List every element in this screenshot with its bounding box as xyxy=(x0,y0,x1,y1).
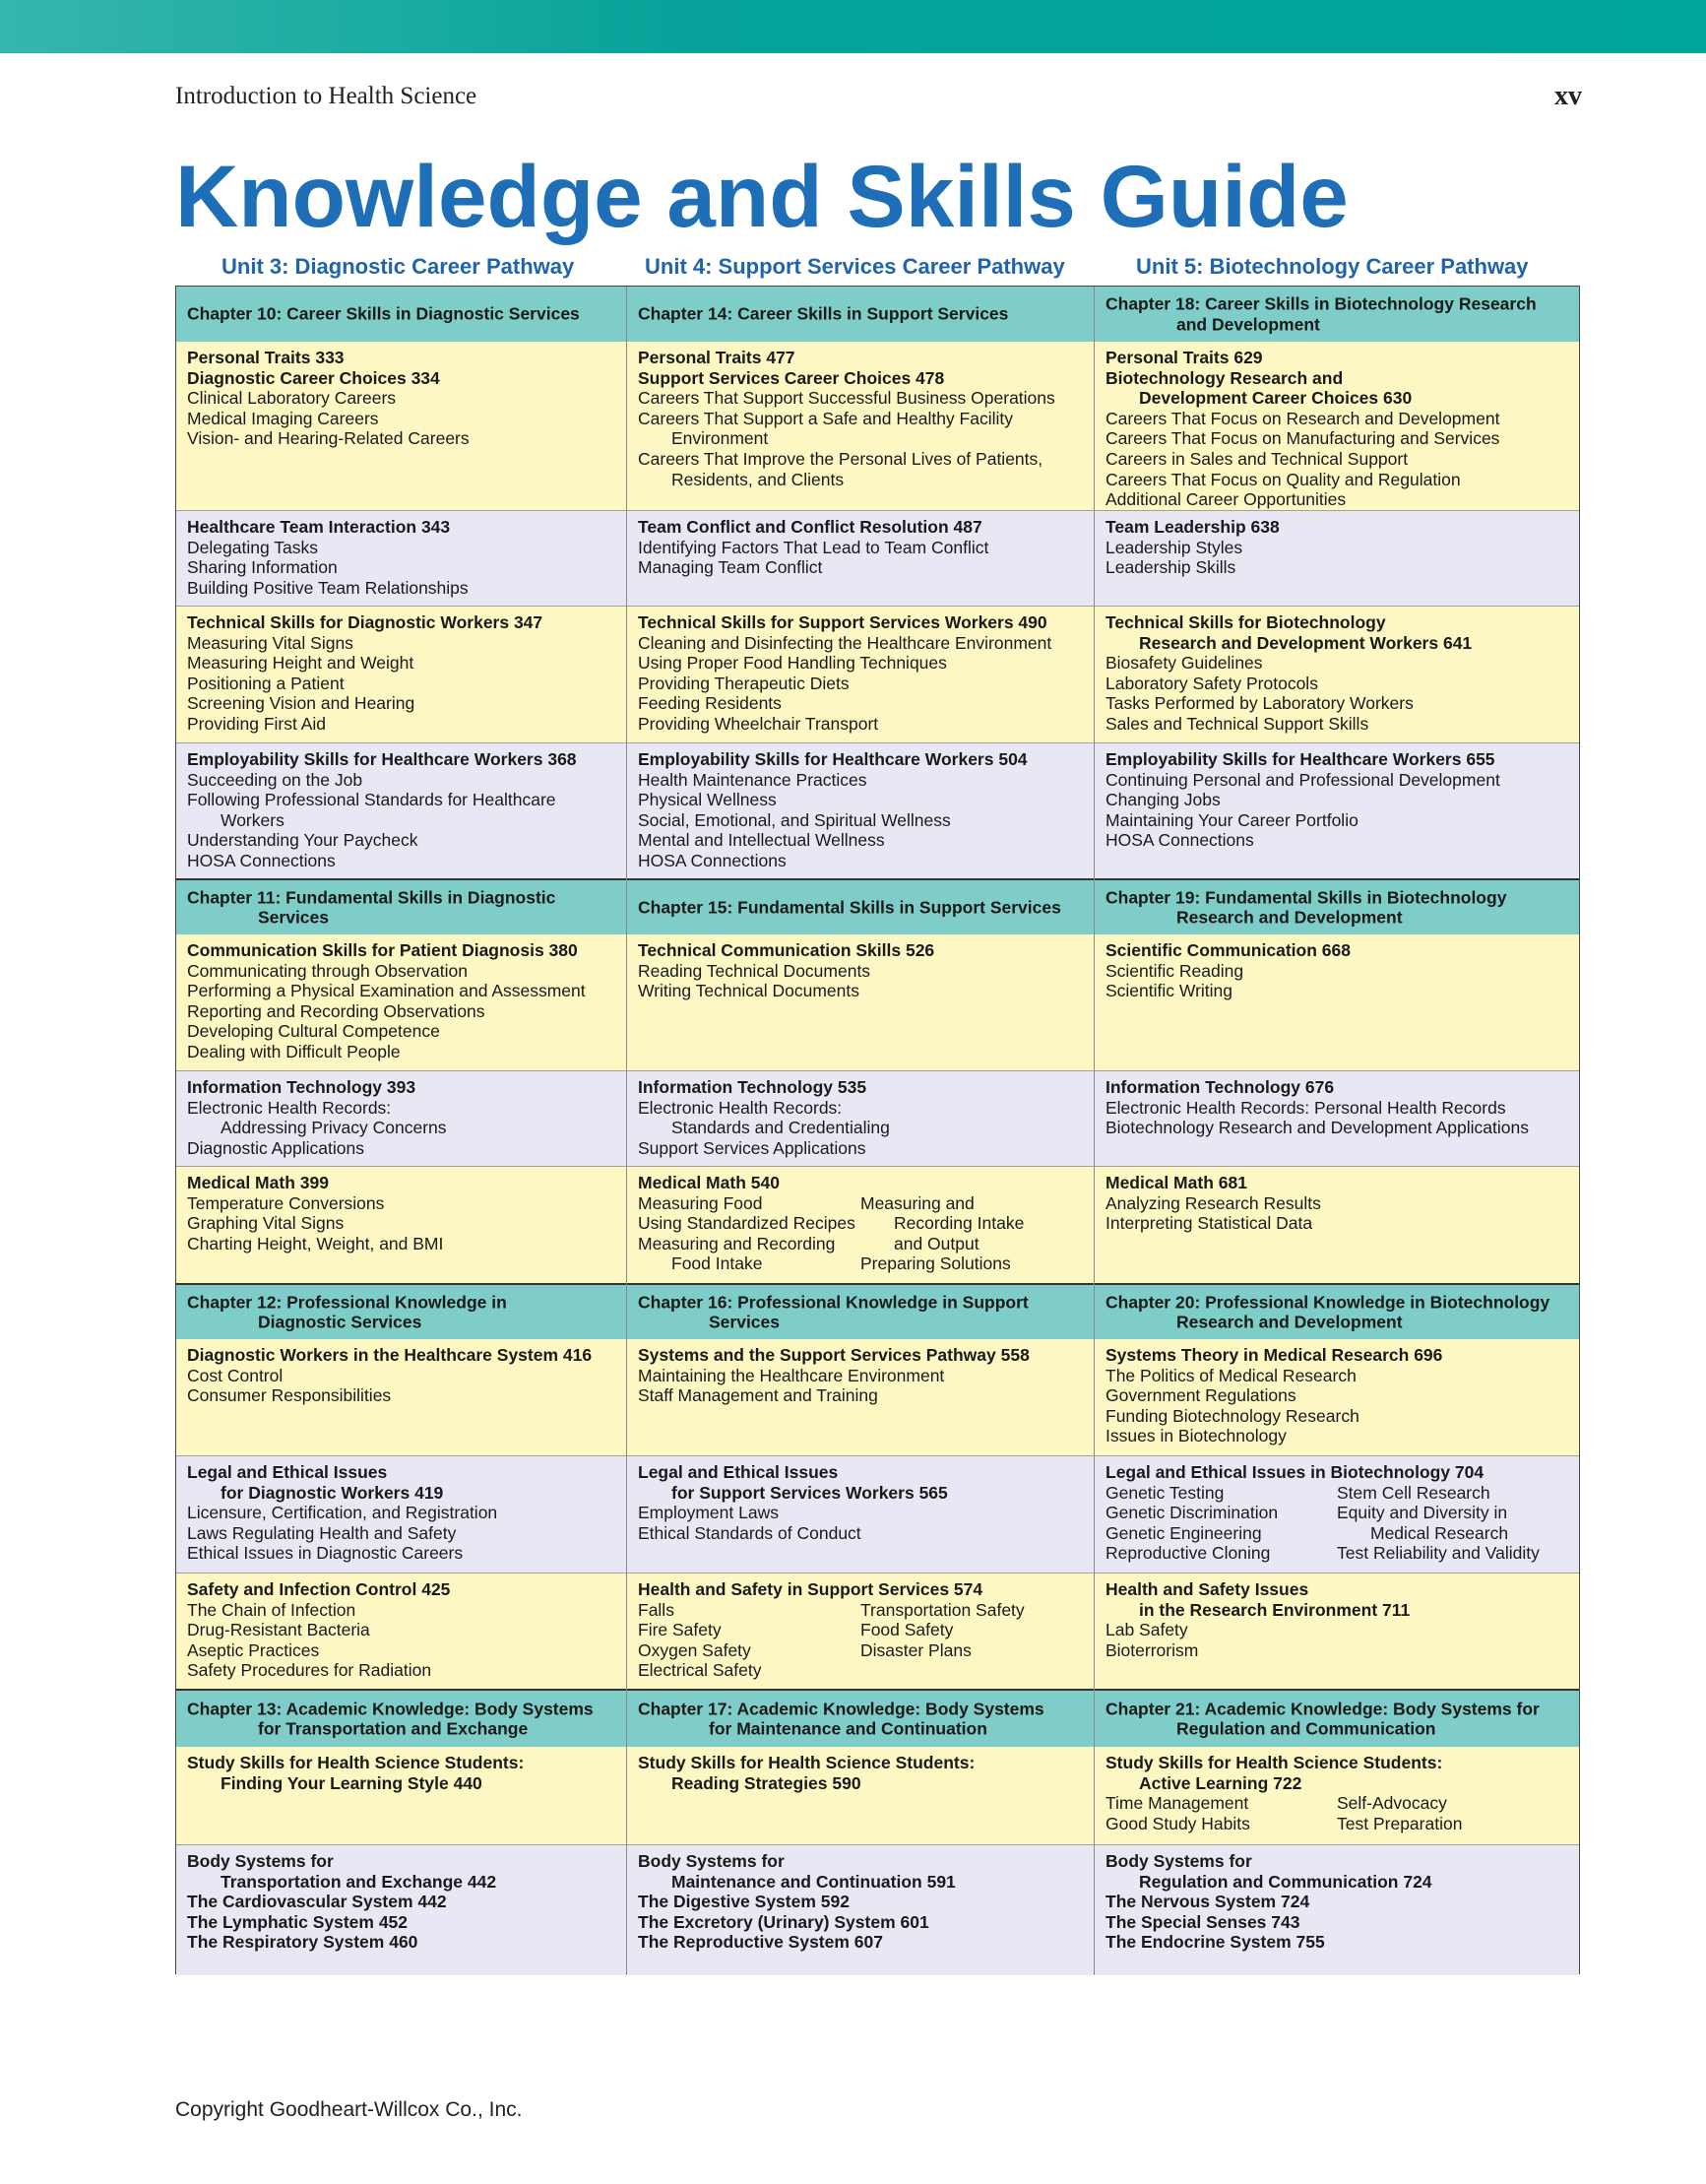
topic-item: Laboratory Safety Protocols xyxy=(1106,673,1318,693)
topic-heading: Information Technology 535 xyxy=(638,1077,867,1097)
topic-heading: Employability Skills for Healthcare Workers 655 xyxy=(1106,749,1495,769)
chapter-header xyxy=(1095,1283,1579,1339)
topic-item: Food Safety xyxy=(860,1620,954,1640)
chapter-title-cont: and Development xyxy=(1176,314,1320,334)
topic-item: Reading Technical Documents xyxy=(638,960,871,981)
topic-item: Leadership Skills xyxy=(1106,557,1236,578)
topic-item: Diagnostic Applications xyxy=(187,1137,364,1158)
topic-heading: Personal Traits 477 xyxy=(638,348,795,367)
topic-item: Genetic Testing xyxy=(1106,1482,1225,1503)
topic-heading: for Diagnostic Workers 419 xyxy=(221,1482,444,1503)
topic-item: Using Standardized Recipes xyxy=(638,1213,855,1234)
chapter-header xyxy=(627,1283,1094,1339)
topic-item: HOSA Connections xyxy=(1106,830,1254,851)
topic-item: Reporting and Recording Observations xyxy=(187,1000,485,1021)
topic-item: Clinical Laboratory Careers xyxy=(187,388,397,409)
topic-cell xyxy=(1095,1070,1579,1166)
topic-cell xyxy=(627,1166,1094,1283)
topic-heading: Development Career Choices 630 xyxy=(1139,388,1413,409)
topic-item: Writing Technical Documents xyxy=(638,981,860,1001)
topic-heading: The Reproductive System 607 xyxy=(638,1932,883,1953)
topic-heading: Personal Traits 629 xyxy=(1106,348,1263,367)
topic-heading: Technical Skills for Diagnostic Workers 347 xyxy=(187,612,543,632)
topic-item: Careers That Focus on Research and Development xyxy=(1106,408,1500,428)
topic-item: Identifying Factors That Lead to Team Conflict xyxy=(638,537,989,557)
topic-item: Mental and Intellectual Wellness xyxy=(638,830,885,851)
topic-heading: The Lymphatic System 452 xyxy=(187,1911,409,1932)
topic-heading: The Cardiovascular System 442 xyxy=(187,1892,447,1912)
topic-item: Test Reliability and Validity xyxy=(1337,1543,1540,1564)
topic-heading: Body Systems for xyxy=(638,1851,785,1871)
unit-3-heading: Unit 3: Diagnostic Career Pathway xyxy=(221,254,575,279)
chapter-title: Chapter 11: Fundamental Skills in Diagnostic xyxy=(187,886,556,907)
topic-item: Genetic Engineering xyxy=(1106,1522,1262,1543)
topic-item: Recording Intake xyxy=(894,1213,1025,1234)
topic-item: Careers That Support a Safe and Healthy Facility xyxy=(638,408,1013,428)
topic-cell xyxy=(1095,1747,1579,1844)
topic-cell xyxy=(627,510,1094,606)
topic-heading: Health and Safety in Support Services 574 xyxy=(638,1579,983,1599)
topic-heading: The Endocrine System 755 xyxy=(1106,1932,1325,1953)
topic-cell xyxy=(1095,1166,1579,1283)
topic-item: Environment xyxy=(671,428,769,449)
topic-heading: The Excretory (Urinary) System 601 xyxy=(638,1911,929,1932)
topic-item: Charting Height, Weight, and BMI xyxy=(187,1233,444,1253)
chapter-title: Chapter 18: Career Skills in Biotechnology Research xyxy=(1106,293,1537,314)
topic-item: Interpreting Statistical Data xyxy=(1106,1213,1313,1234)
topic-item: Providing Wheelchair Transport xyxy=(638,713,879,734)
topic-heading: for Support Services Workers 565 xyxy=(671,1482,948,1503)
chapter-title: Chapter 20: Professional Knowledge in Biotechnology xyxy=(1106,1291,1550,1312)
topic-cell xyxy=(1095,1455,1579,1573)
topic-item: Cleaning and Disinfecting the Healthcare Environment xyxy=(638,632,1052,653)
topic-item: Careers That Improve the Personal Lives of Patients, xyxy=(638,448,1043,469)
topic-item: Employment Laws xyxy=(638,1503,779,1523)
topic-heading: Technical Skills for Biotechnology xyxy=(1106,612,1386,632)
chapter-title-cont: Regulation and Communication xyxy=(1176,1718,1436,1739)
chapter-title-cont: Diagnostic Services xyxy=(258,1312,422,1332)
topic-item: Delegating Tasks xyxy=(187,537,318,557)
topic-heading: Information Technology 393 xyxy=(187,1077,416,1097)
chapter-title-cont: Services xyxy=(709,1312,781,1332)
topic-item: Staff Management and Training xyxy=(638,1385,878,1406)
running-head: Introduction to Health Science xyxy=(175,83,477,109)
topic-cell xyxy=(627,934,1094,1070)
topic-item: Aseptic Practices xyxy=(187,1639,320,1660)
topic-item: Preparing Solutions xyxy=(860,1253,1011,1274)
topic-item: Providing Therapeutic Diets xyxy=(638,673,850,693)
topic-item: HOSA Connections xyxy=(638,850,787,870)
topic-item: Building Positive Team Relationships xyxy=(187,577,469,598)
topic-item: Fire Safety xyxy=(638,1620,722,1640)
topic-heading: Biotechnology Research and xyxy=(1106,367,1344,388)
topic-item: Oxygen Safety xyxy=(638,1639,751,1660)
topic-cell xyxy=(176,1166,626,1283)
topic-item: Sales and Technical Support Skills xyxy=(1106,713,1369,734)
topic-item: Safety Procedures for Radiation xyxy=(187,1660,432,1681)
topic-heading: Health and Safety Issues xyxy=(1106,1579,1309,1599)
topic-item: Issues in Biotechnology xyxy=(1106,1426,1287,1446)
topic-cell xyxy=(627,1455,1094,1573)
topic-item: Ethical Issues in Diagnostic Careers xyxy=(187,1543,464,1564)
topic-item: Tasks Performed by Laboratory Workers xyxy=(1106,693,1414,714)
topic-item: Equity and Diversity in xyxy=(1337,1503,1508,1523)
topic-item: Succeeding on the Job xyxy=(187,769,363,790)
topic-item: Ethical Standards of Conduct xyxy=(638,1522,861,1543)
chapter-title: Chapter 12: Professional Knowledge in xyxy=(187,1291,507,1312)
chapter-title-cont: Research and Development xyxy=(1176,1312,1403,1332)
chapter-header xyxy=(1095,878,1579,934)
topic-heading: Legal and Ethical Issues in Biotechnology 704 xyxy=(1106,1462,1485,1482)
topic-item: Lab Safety xyxy=(1106,1620,1188,1640)
topic-item: Communicating through Observation xyxy=(187,960,469,981)
topic-item: Electronic Health Records: xyxy=(638,1097,843,1118)
topic-heading: Communication Skills for Patient Diagnosis 380 xyxy=(187,940,578,960)
topic-item: Funding Biotechnology Research xyxy=(1106,1405,1359,1426)
topic-heading: Safety and Infection Control 425 xyxy=(187,1579,451,1599)
unit-5-heading: Unit 5: Biotechnology Career Pathway xyxy=(1136,254,1529,279)
topic-heading: Regulation and Communication 724 xyxy=(1139,1871,1432,1892)
topic-item: Good Study Habits xyxy=(1106,1813,1250,1833)
two-column-list xyxy=(638,1600,1083,1681)
topic-cell xyxy=(176,1573,626,1689)
topic-item: Maintaining Your Career Portfolio xyxy=(1106,809,1358,830)
topic-item: Following Professional Standards for Healthcare xyxy=(187,790,556,810)
topic-heading: Employability Skills for Healthcare Workers 368 xyxy=(187,749,577,769)
topic-heading: The Nervous System 724 xyxy=(1106,1892,1310,1912)
topic-item: Scientific Reading xyxy=(1106,960,1244,981)
topic-heading: Diagnostic Workers in the Healthcare System 416 xyxy=(187,1345,593,1365)
topic-item: Developing Cultural Competence xyxy=(187,1021,440,1042)
topic-cell xyxy=(627,1339,1094,1455)
topic-item: Changing Jobs xyxy=(1106,790,1221,810)
topic-heading: Medical Math 399 xyxy=(187,1173,329,1192)
topic-item: The Politics of Medical Research xyxy=(1106,1365,1357,1385)
topic-heading: Diagnostic Career Choices 334 xyxy=(187,367,440,388)
topic-item: Providing First Aid xyxy=(187,713,327,734)
topic-heading: Employability Skills for Healthcare Workers 504 xyxy=(638,749,1028,769)
topic-item: Measuring Height and Weight xyxy=(187,653,414,674)
chapter-title: Chapter 16: Professional Knowledge in Support xyxy=(638,1291,1029,1312)
topic-heading: Transportation and Exchange 442 xyxy=(221,1871,497,1892)
two-column-list xyxy=(638,1193,1083,1274)
topic-item: Electrical Safety xyxy=(638,1660,762,1681)
chapter-header xyxy=(627,1689,1094,1747)
topic-item: Food Intake xyxy=(671,1253,763,1274)
topic-item: Bioterrorism xyxy=(1106,1639,1199,1660)
topic-item: Biotechnology Research and Development Applications xyxy=(1106,1118,1529,1138)
copyright-footer: Copyright Goodheart-Willcox Co., Inc. xyxy=(175,2098,523,2121)
chapter-title-cont: for Transportation and Exchange xyxy=(258,1718,529,1739)
topic-item: Cost Control xyxy=(187,1365,284,1385)
topic-heading: Systems and the Support Services Pathway 558 xyxy=(638,1345,1030,1365)
topic-item: HOSA Connections xyxy=(187,850,336,870)
topic-heading: Reading Strategies 590 xyxy=(671,1772,861,1793)
topic-item: Scientific Writing xyxy=(1106,981,1233,1001)
topic-item: Electronic Health Records: Personal Health Records xyxy=(1106,1097,1506,1118)
topic-item: Physical Wellness xyxy=(638,790,777,810)
topic-item: Addressing Privacy Concerns xyxy=(221,1118,447,1138)
topic-cell xyxy=(627,742,1094,878)
topic-item: Standards and Credentialing xyxy=(671,1118,890,1138)
topic-heading: Healthcare Team Interaction 343 xyxy=(187,517,451,537)
topic-item: Laws Regulating Health and Safety xyxy=(187,1522,457,1543)
topic-cell xyxy=(176,1844,626,1975)
topic-item: Reproductive Cloning xyxy=(1106,1543,1271,1564)
topic-heading: Medical Math 681 xyxy=(1106,1173,1247,1192)
topic-item: Careers That Focus on Manufacturing and Services xyxy=(1106,428,1500,449)
topic-item: Understanding Your Paycheck xyxy=(187,830,418,851)
topic-item: Temperature Conversions xyxy=(187,1192,385,1213)
chapter-header xyxy=(627,287,1094,342)
chapter-header xyxy=(176,878,626,934)
topic-item: Measuring Vital Signs xyxy=(187,632,353,653)
topic-item: Leadership Styles xyxy=(1106,537,1243,557)
unit-5-column xyxy=(1095,287,1579,1973)
topic-item: Continuing Personal and Professional Development xyxy=(1106,769,1500,790)
topic-item: Vision- and Hearing-Related Careers xyxy=(187,428,470,449)
topic-cell xyxy=(1095,342,1579,510)
topic-item: Electronic Health Records: xyxy=(187,1097,392,1118)
topic-item: Measuring and Recording xyxy=(638,1233,836,1253)
topic-cell xyxy=(176,1455,626,1573)
topic-cell xyxy=(627,606,1094,742)
topic-item: Analyzing Research Results xyxy=(1106,1192,1321,1213)
topic-item: Licensure, Certification, and Registration xyxy=(187,1503,498,1523)
topic-item: Genetic Discrimination xyxy=(1106,1503,1279,1523)
topic-cell xyxy=(176,606,626,742)
topic-cell xyxy=(627,1747,1094,1844)
topic-item: Using Proper Food Handling Techniques xyxy=(638,653,947,674)
topic-item: Falls xyxy=(638,1599,674,1620)
topic-item: Medical Imaging Careers xyxy=(187,408,379,428)
topic-heading: The Special Senses 743 xyxy=(1106,1911,1300,1932)
chapter-title: Chapter 21: Academic Knowledge: Body Systems for xyxy=(1106,1698,1540,1718)
two-column-list xyxy=(1106,1483,1568,1564)
topic-item: Measuring Food xyxy=(638,1192,763,1213)
topic-cell xyxy=(176,1339,626,1455)
topic-heading: Maintenance and Continuation 591 xyxy=(671,1871,956,1892)
topic-cell xyxy=(176,342,626,510)
topic-heading: Scientific Communication 668 xyxy=(1106,940,1351,960)
topic-item: Consumer Responsibilities xyxy=(187,1385,392,1406)
topic-item: Biosafety Guidelines xyxy=(1106,653,1263,674)
topic-heading: Study Skills for Health Science Students: xyxy=(638,1753,976,1772)
topic-heading: Team Conflict and Conflict Resolution 487 xyxy=(638,517,982,537)
topic-item: Feeding Residents xyxy=(638,693,782,714)
topic-item: Performing a Physical Examination and Assessment xyxy=(187,981,586,1001)
topic-cell xyxy=(1095,742,1579,878)
topic-item: and Output xyxy=(894,1233,979,1253)
topic-item: Workers xyxy=(221,809,284,830)
topic-heading: Team Leadership 638 xyxy=(1106,517,1280,537)
topic-heading: Medical Math 540 xyxy=(638,1173,780,1192)
chapter-title-cont: Research and Development xyxy=(1176,907,1403,928)
unit-4-heading: Unit 4: Support Services Career Pathway xyxy=(645,254,1065,279)
top-color-band xyxy=(0,0,1706,53)
topic-cell xyxy=(627,1844,1094,1975)
topic-cell xyxy=(176,934,626,1070)
chapter-title: Chapter 19: Fundamental Skills in Biotechnology xyxy=(1106,886,1507,907)
topic-cell xyxy=(176,1070,626,1166)
chapter-title: Chapter 14: Career Skills in Support Services xyxy=(638,303,1009,324)
topic-item: Time Management xyxy=(1106,1793,1249,1814)
topic-heading: Study Skills for Health Science Students: xyxy=(1106,1753,1443,1772)
topic-item: Disaster Plans xyxy=(860,1639,972,1660)
chapter-header xyxy=(176,1689,626,1747)
chapter-header xyxy=(176,1283,626,1339)
topic-item: Self-Advocacy xyxy=(1337,1793,1447,1814)
topic-item: Measuring and xyxy=(860,1192,975,1213)
topic-heading: Personal Traits 333 xyxy=(187,348,345,367)
topic-item: Government Regulations xyxy=(1106,1385,1296,1406)
topic-item: Support Services Applications xyxy=(638,1137,866,1158)
topic-cell xyxy=(627,1070,1094,1166)
chapter-header xyxy=(627,878,1094,934)
topic-heading: Active Learning 722 xyxy=(1139,1772,1302,1793)
topic-item: Residents, and Clients xyxy=(671,469,845,489)
page-title: Knowledge and Skills Guide xyxy=(175,147,1349,245)
topic-cell xyxy=(1095,1844,1579,1975)
topic-item: Managing Team Conflict xyxy=(638,557,823,578)
topic-item: Drug-Resistant Bacteria xyxy=(187,1620,370,1640)
topic-item: Careers in Sales and Technical Support xyxy=(1106,448,1409,469)
chapter-title-cont: for Maintenance and Continuation xyxy=(709,1718,987,1739)
topic-item: Positioning a Patient xyxy=(187,673,345,693)
topic-item: Maintaining the Healthcare Environment xyxy=(638,1365,945,1385)
chapter-header xyxy=(1095,1689,1579,1747)
topic-heading: Body Systems for xyxy=(1106,1851,1252,1871)
topic-item: Careers That Support Successful Business Operations xyxy=(638,388,1055,409)
topic-item: Medical Research xyxy=(1370,1522,1509,1543)
topic-heading: Systems Theory in Medical Research 696 xyxy=(1106,1345,1443,1365)
topic-item: Dealing with Difficult People xyxy=(187,1041,401,1061)
two-column-list xyxy=(1106,1793,1568,1833)
topic-item: Health Maintenance Practices xyxy=(638,769,867,790)
topic-cell xyxy=(627,342,1094,510)
topic-heading: Support Services Career Choices 478 xyxy=(638,367,945,388)
topic-heading: Research and Development Workers 641 xyxy=(1139,632,1473,653)
topic-item: Additional Career Opportunities xyxy=(1106,489,1347,510)
topic-item: Test Preparation xyxy=(1337,1813,1463,1833)
chapter-title: Chapter 17: Academic Knowledge: Body Systems xyxy=(638,1698,1044,1718)
topic-heading: Study Skills for Health Science Students: xyxy=(187,1753,525,1772)
topic-item: Stem Cell Research xyxy=(1337,1482,1490,1503)
topic-cell xyxy=(176,510,626,606)
topic-heading: Finding Your Learning Style 440 xyxy=(221,1772,482,1793)
topic-cell xyxy=(1095,1339,1579,1455)
topic-heading: Body Systems for xyxy=(187,1851,334,1871)
topic-item: Graphing Vital Signs xyxy=(187,1213,345,1234)
topic-heading: The Digestive System 592 xyxy=(638,1892,850,1912)
topic-heading: in the Research Environment 711 xyxy=(1139,1599,1411,1620)
topic-item: Screening Vision and Hearing xyxy=(187,693,415,714)
topic-heading: Technical Communication Skills 526 xyxy=(638,940,935,960)
unit-4-column xyxy=(627,287,1095,1973)
topic-cell xyxy=(176,1747,626,1844)
topic-cell xyxy=(1095,606,1579,742)
topic-item: Transportation Safety xyxy=(860,1599,1025,1620)
topic-heading: The Respiratory System 460 xyxy=(187,1932,418,1953)
unit-3-column xyxy=(176,287,627,1973)
chapter-header xyxy=(176,287,626,342)
topic-cell xyxy=(176,742,626,878)
topic-item: Careers That Focus on Quality and Regulation xyxy=(1106,469,1461,489)
chapter-title: Chapter 15: Fundamental Skills in Support Services xyxy=(638,897,1061,918)
topic-cell xyxy=(1095,934,1579,1070)
chapter-title-cont: Services xyxy=(258,907,330,928)
topic-cell xyxy=(1095,1573,1579,1689)
topic-cell xyxy=(1095,510,1579,606)
topic-heading: Technical Skills for Support Services Workers 490 xyxy=(638,612,1047,632)
chapter-header xyxy=(1095,287,1579,342)
topic-heading: Legal and Ethical Issues xyxy=(638,1462,839,1482)
topic-item: The Chain of Infection xyxy=(187,1599,356,1620)
topic-heading: Information Technology 676 xyxy=(1106,1077,1335,1097)
topic-item: Sharing Information xyxy=(187,557,338,578)
page-number: xv xyxy=(1554,81,1582,111)
topic-item: Social, Emotional, and Spiritual Wellness xyxy=(638,809,951,830)
topic-cell xyxy=(627,1573,1094,1689)
chapter-title: Chapter 10: Career Skills in Diagnostic Services xyxy=(187,303,580,324)
skills-guide-table xyxy=(175,286,1580,1974)
topic-heading: Legal and Ethical Issues xyxy=(187,1462,388,1482)
chapter-title: Chapter 13: Academic Knowledge: Body Systems xyxy=(187,1698,594,1718)
